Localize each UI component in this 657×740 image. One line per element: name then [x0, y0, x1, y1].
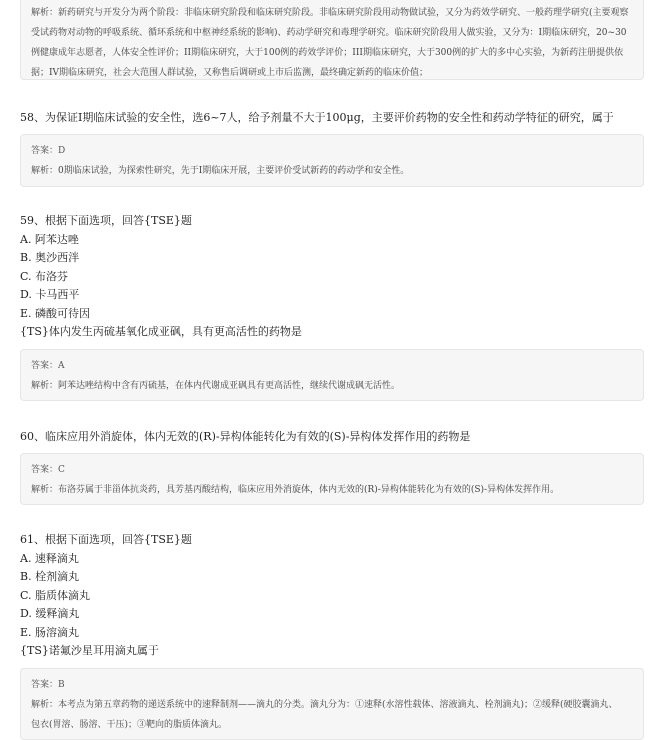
answer-text: 答案：D — [31, 146, 66, 156]
analysis-box-57 — [20, 0, 644, 80]
option-d: D. 卡马西平 — [20, 288, 80, 301]
question-stem: 58、为保证I期临床试验的安全性，选6~7人，给予剂量不大于100μg，主要评价药物的安全性和药动学特征的研究，属于 — [20, 111, 614, 124]
analysis-line: 例健康成年志愿者，人体安全性评价；II期临床研究，大于100例的药效学评价；III期临床研究，大于300例的扩大的多中心实验，为新药注册提供依 — [31, 48, 624, 58]
answer-text: 答案：B — [31, 680, 65, 690]
answer-box-60 — [20, 453, 644, 505]
option-c: C. 脂质体滴丸 — [20, 588, 91, 602]
answer-box-61 — [20, 668, 644, 740]
sub-question: {TS}诺氟沙星耳用滴丸属于 — [20, 644, 159, 657]
analysis-text: 包衣(胃溶、肠溶、干压)；③靶向的脂质体滴丸。 — [31, 720, 228, 730]
option-b: B. 奥沙西泮 — [20, 251, 80, 264]
answer-text: 答案：A — [31, 361, 65, 371]
question-stem: 60、临床应用外消旋体，体内无效的(R)-异构体能转化为有效的(S)-异构体发挥作用的药物是 — [20, 430, 471, 443]
analysis-line: 据；IV期临床研究，社会大范围人群试验，又称售后调研或上市后监测，最终确定新药的临床价值； — [31, 68, 429, 78]
option-a: A. 阿苯达唑 — [20, 232, 79, 246]
question-61 — [20, 531, 640, 661]
option-e: E. 磷酸可待因 — [20, 306, 91, 320]
option-d: D. 缓释滴丸 — [20, 607, 80, 620]
answer-text: 答案：C — [31, 465, 65, 475]
question-stem: 59、根据下面选项，回答{TSE}题 — [20, 214, 192, 227]
analysis-text: 解析：布洛芬属于非甾体抗炎药，具芳基丙酸结构，临床应用外消旋体，体内无效的(R)-异构体能转化为有效的(S)-异构体发挥作用。 — [31, 485, 560, 495]
option-b: B. 栓剂滴丸 — [20, 570, 80, 583]
option-c: C. 布洛芬 — [20, 269, 69, 283]
question-59 — [20, 212, 640, 342]
analysis-line: 解析：新药研究与开发分为两个阶段：非临床研究阶段和临床研究阶段。非临床研究阶段用动物做试验，又分为药效学研究、一般药理学研究(主要观察 — [31, 8, 629, 18]
question-58 — [20, 109, 640, 128]
option-a: A. 速释滴丸 — [20, 551, 79, 565]
answer-box-59 — [20, 349, 644, 401]
answer-box-58 — [20, 134, 644, 187]
analysis-text: 解析：本考点为第五章药物的递送系统中的速释制剂——滴丸的分类。滴丸分为：①速释(水溶性载体、溶液滴丸、栓剂滴丸)；②缓释(硬胶囊滴丸、 — [31, 700, 618, 710]
analysis-text: 解析：阿苯达唑结构中含有丙硫基，在体内代谢成亚砜具有更高活性，继续代谢成砜无活性。 — [31, 381, 401, 391]
question-60 — [20, 428, 640, 447]
question-stem: 61、根据下面选项，回答{TSE}题 — [20, 533, 192, 546]
sub-question: {TS}体内发生丙硫基氧化成亚砜，具有更高活性的药物是 — [20, 325, 302, 338]
option-e: E. 肠溶滴丸 — [20, 625, 80, 639]
analysis-text: 解析：0期临床试验，为探索性研究，先于I期临床开展，主要评价受试新药的药动学和安全性。 — [31, 166, 410, 176]
analysis-line: 受试药物对动物的呼吸系统、循环系统和中枢神经系统的影响)、药动学研究和毒理学研究。临床研究阶段用人做实验，又分为：I期临床研究，20~30 — [31, 28, 627, 38]
